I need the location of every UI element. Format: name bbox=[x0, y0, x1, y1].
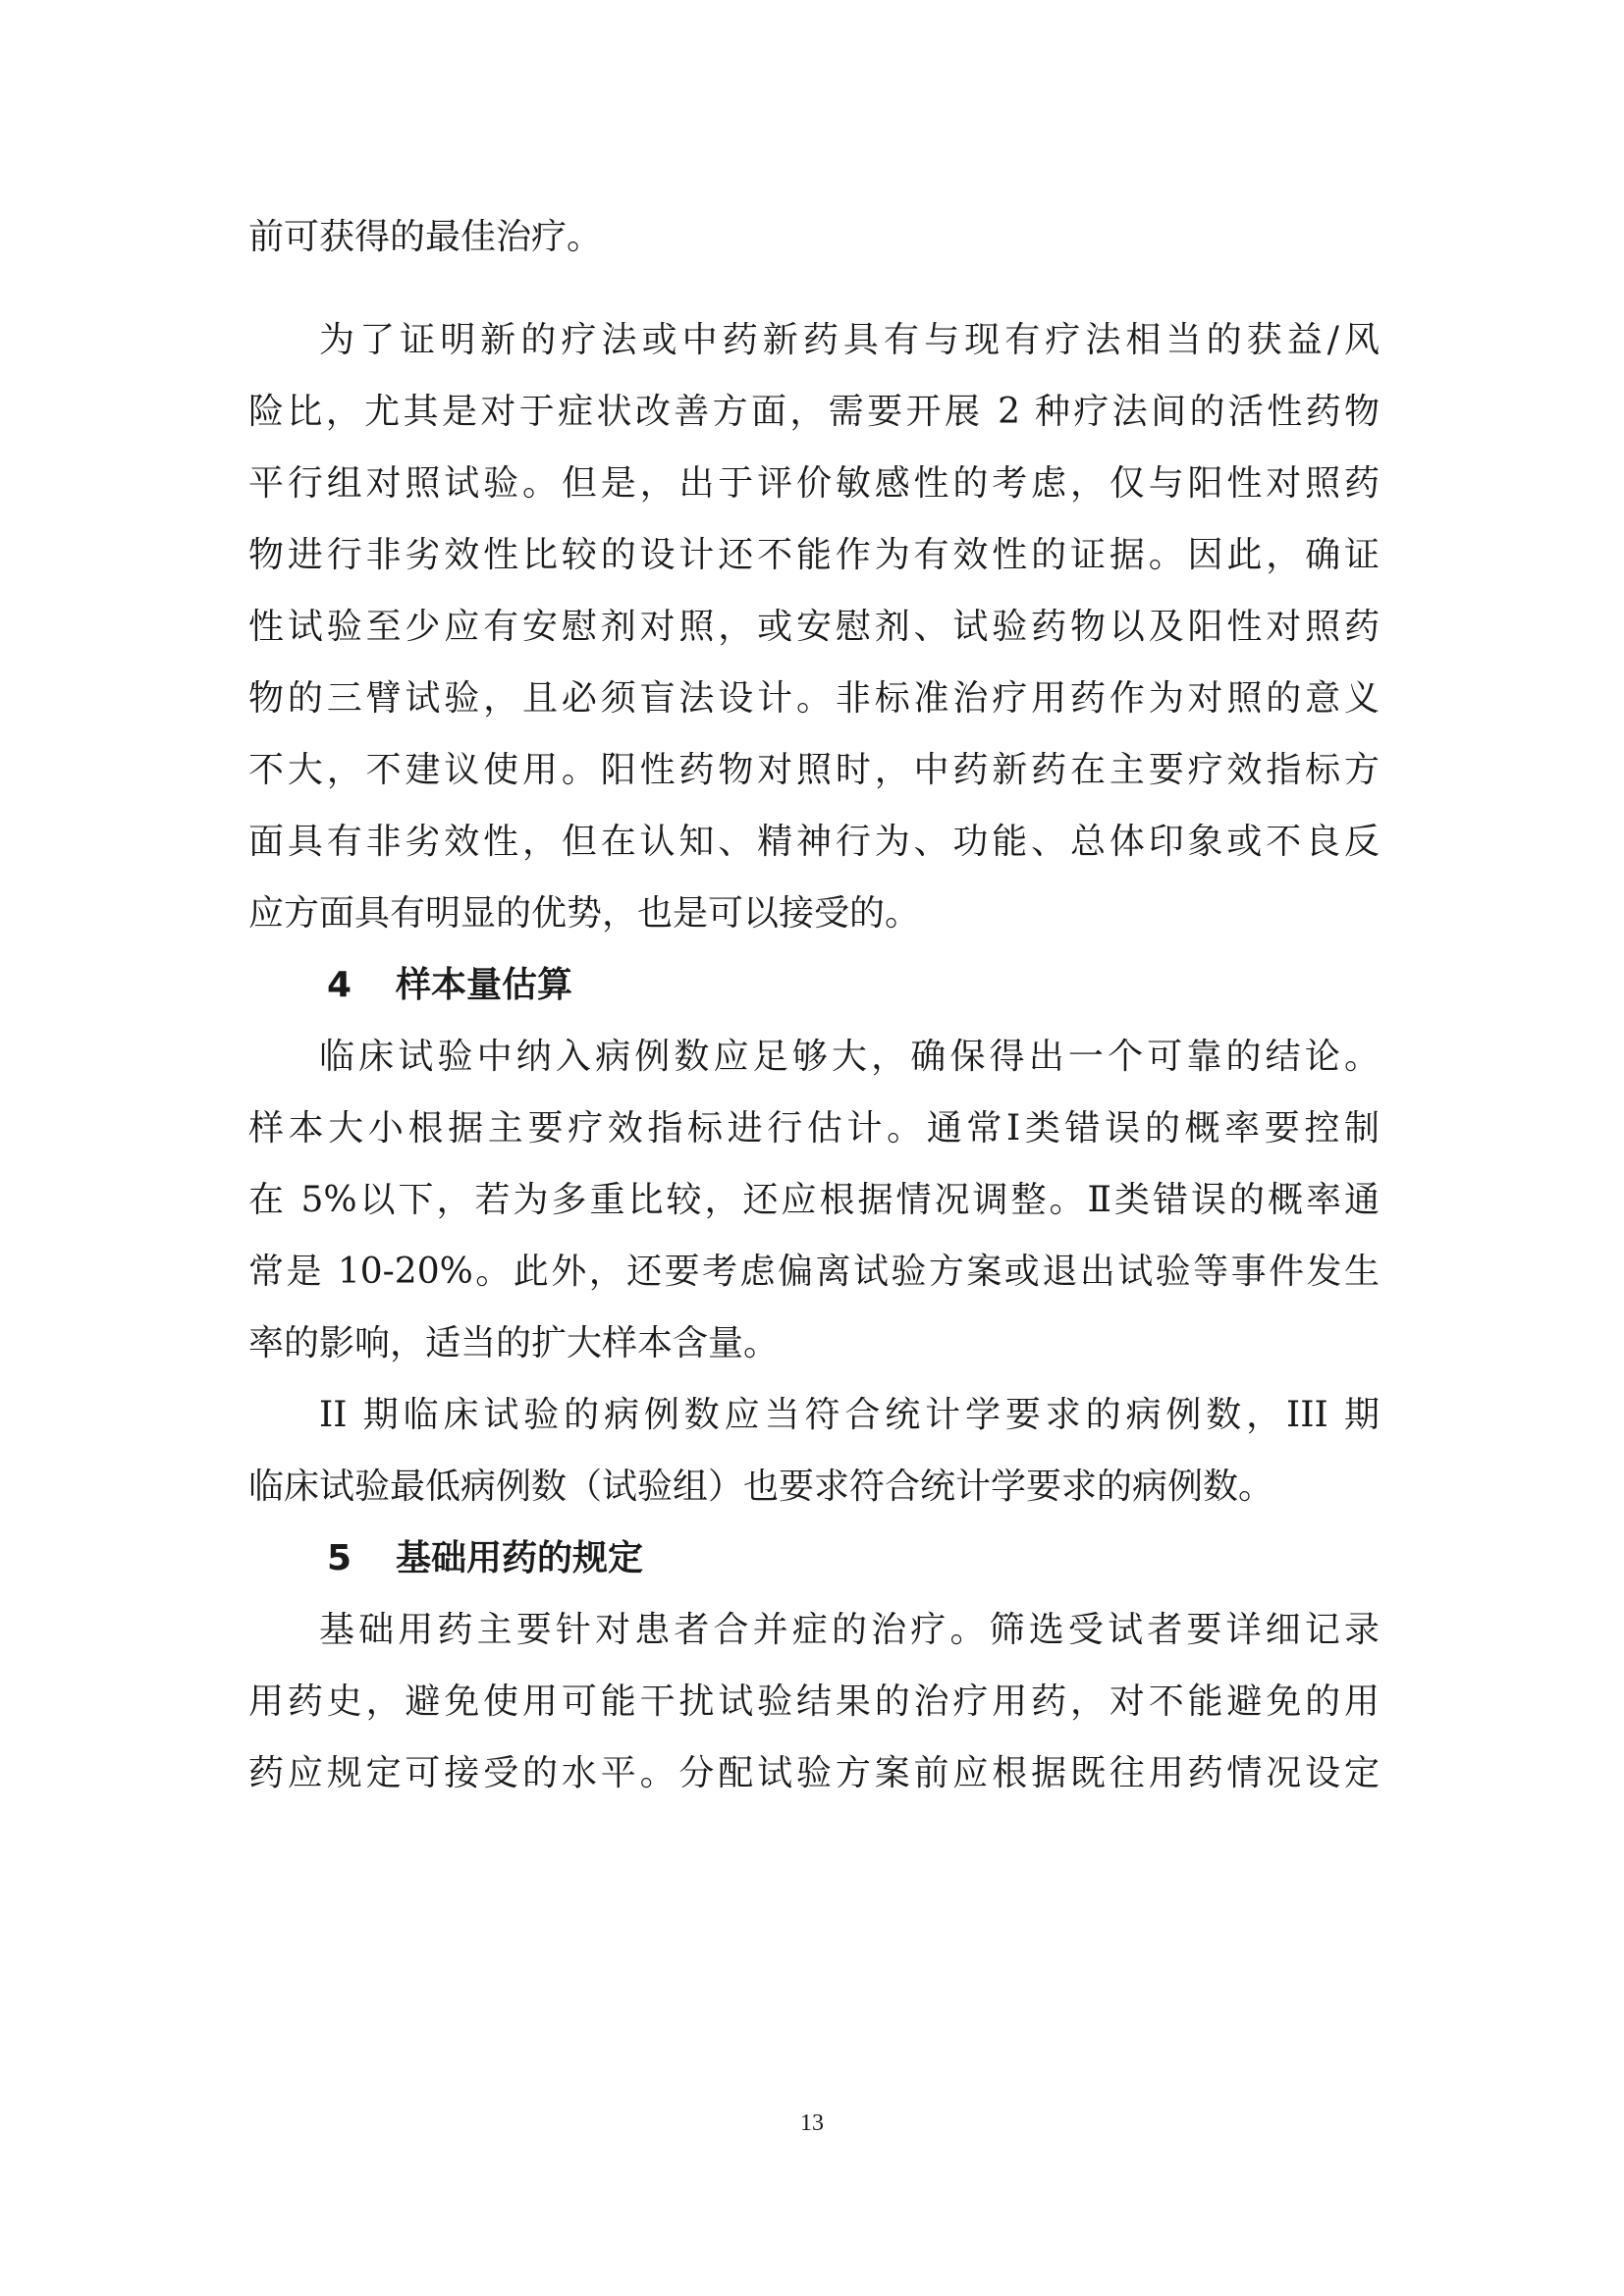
paragraph-line: II 期临床试验的病例数应当符合统计学要求的病例数，III 期 bbox=[319, 1395, 1380, 1435]
paragraph-line: 用药史，避免使用可能干扰试验结果的治疗用药，对不能避免的用 bbox=[248, 1682, 1380, 1722]
paragraph-line: 药应规定可接受的水平。分配试验方案前应根据既往用药情况设定 bbox=[248, 1753, 1380, 1793]
paragraph-line: 临床试验中纳入病例数应足够大，确保得出一个可靠的结论。 bbox=[319, 1037, 1380, 1077]
paragraph-line: 应方面具有明显的优势，也是可以接受的。 bbox=[248, 893, 921, 934]
paragraph-line: 率的影响，适当的扩大样本含量。 bbox=[248, 1323, 780, 1363]
paragraph-line: 平行组对照试验。但是，出于评价敏感性的考虑，仅与阳性对照药 bbox=[248, 463, 1380, 504]
section-heading-4 bbox=[327, 959, 1380, 1012]
paragraph-line: 在 5%以下，若为多重比较，还应根据情况调整。Ⅱ类错误的概率通 bbox=[248, 1180, 1380, 1220]
paragraph-line: 前可获得的最佳治疗。 bbox=[248, 217, 603, 257]
paragraph-line: 常是 10-20%。此外，还要考虑偏离试验方案或退出试验等事件发生 bbox=[248, 1252, 1380, 1292]
section-title: 基础用药的规定 bbox=[396, 1538, 644, 1578]
paragraph-line: 样本大小根据主要疗效指标进行估计。通常Ⅰ类错误的概率要控制 bbox=[248, 1108, 1380, 1148]
paragraph-line: 物的三臂试验，且必须盲法设计。非标准治疗用药作为对照的意义 bbox=[248, 678, 1380, 719]
paragraph-line: 不大，不建议使用。阳性药物对照时，中药新药在主要疗效指标方 bbox=[248, 750, 1380, 790]
paragraph-line: 临床试验最低病例数（试验组）也要求符合统计学要求的病例数。 bbox=[248, 1467, 1274, 1507]
paragraph-line: 为了证明新的疗法或中药新药具有与现有疗法相当的获益/风 bbox=[319, 320, 1380, 360]
paragraph-line: 性试验至少应有安慰剂对照，或安慰剂、试验药物以及阳性对照药 bbox=[248, 607, 1380, 647]
paragraph-line: 面具有非劣效性，但在认知、精神行为、功能、总体印象或不良反 bbox=[248, 822, 1380, 862]
section-title: 样本量估算 bbox=[396, 965, 573, 1005]
section-number: 5 bbox=[327, 1538, 352, 1578]
paragraph-line: 基础用药主要针对患者合并症的治疗。筛选受试者要详细记录 bbox=[319, 1610, 1380, 1650]
section-number: 4 bbox=[327, 965, 352, 1005]
paragraph-line: 物进行非劣效性比较的设计还不能作为有效性的证据。因此，确证 bbox=[248, 535, 1380, 575]
page-number: 13 bbox=[800, 2110, 824, 2136]
paragraph-line: 险比，尤其是对于症状改善方面，需要开展 2 种疗法间的活性药物 bbox=[248, 392, 1380, 432]
section-heading-5 bbox=[327, 1532, 1380, 1585]
